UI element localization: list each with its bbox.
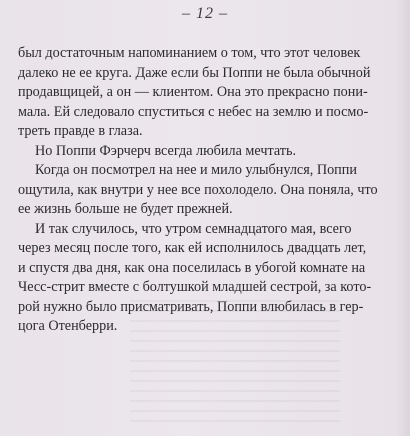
text-line: мала. Ей следовало спуститься с небес на землю и посмо- xyxy=(18,103,369,120)
text-line: ощутила, как внутри у нее все похолодело. Она поняла, что xyxy=(18,181,378,198)
text-line: треть правде в глаза. xyxy=(18,123,143,139)
page-fold-shadow xyxy=(396,0,410,436)
text-line: Но Поппи Фэрчерч всегда любила мечтать. xyxy=(35,142,296,159)
text-line: продавщицей, а он — клиентом. Она это прекрасно пони- xyxy=(18,84,368,100)
text-line: далеко не ее круга. Даже если бы Поппи не была обычной xyxy=(18,64,371,81)
text-line: И так случилось, что утром семнадцатого мая, всего xyxy=(35,220,352,237)
text-line: рой нужно было присматривать, Поппи влюбилась в гер- xyxy=(18,298,364,315)
text-line: цога Отенберри. xyxy=(18,318,118,334)
text-line: был достаточным напоминанием о том, что этот человек xyxy=(18,45,361,61)
body-text xyxy=(18,44,392,337)
page-number: – 12 – xyxy=(182,5,228,22)
text-line: и спустя два дня, как она поселилась в убогой комнате на xyxy=(18,259,366,276)
text-line: Когда он посмотрел на нее и мило улыбнулся, Поппи xyxy=(35,162,357,178)
text-line: Чесс-стрит вместе с болтушкой младшей сестрой, за кото- xyxy=(18,279,372,295)
text-line: через месяц после того, как ей исполнилось двадцать лет, xyxy=(18,240,367,256)
text-line: ее жизнь больше не будет прежней. xyxy=(18,201,233,217)
